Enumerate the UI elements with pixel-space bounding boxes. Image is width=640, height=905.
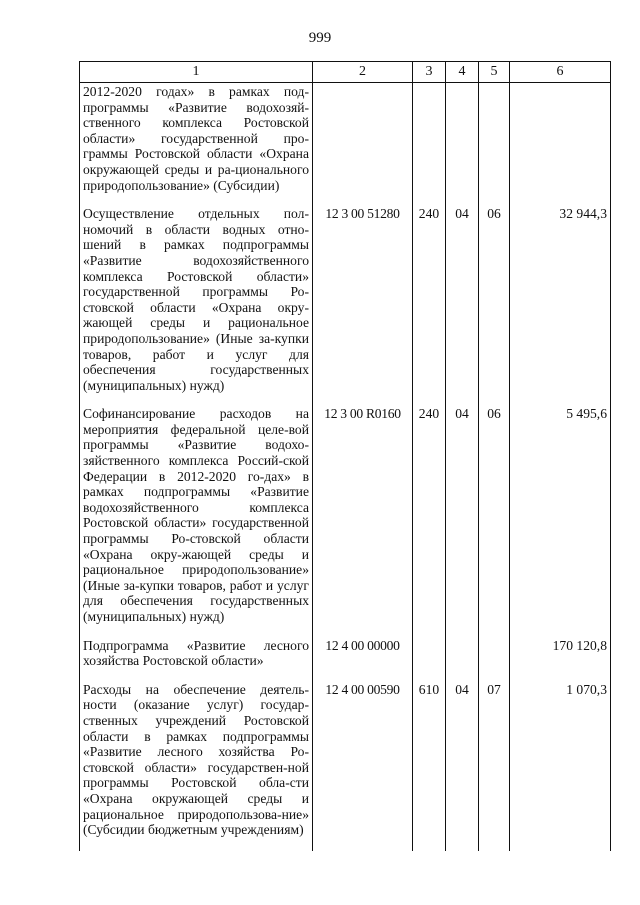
row-description: Расходы на обеспечение деятель-ности (оказание услуг) государ-ственных учреждений Ростовской области в рамках подпрограммы «Развитие лесного хозяйства Ро-стовской области» государствен-ной программы Ростовской обла-сти «Охрана окружающей среды и рациональное природопользова-ние» (Субсидии бюджетным учреждениям) [80, 682, 313, 851]
row-code: 12 4 00 00000 [313, 638, 413, 682]
table-row [80, 406, 611, 637]
row-subsection: 06 [479, 406, 510, 637]
row-amount: 32 944,3 [510, 206, 611, 406]
row-description: Софинансирование расходов на мероприятия федеральной целе-вой программы «Развитие водохо-зяйственного комплекса Россий-ской Федерации в 2012-2020 го-дах» в рамках подпрограммы «Развитие водохозяйственного комплекса Ростовской области» государственной программы Ро-стовской области «Охрана окру-жающей среды и рациональное природопользование» (Иные за-купки товаров, работ и услуг для обеспечения государственных (муниципальных) нужд) [80, 406, 313, 637]
column-header: 6 [510, 62, 611, 83]
row-section [446, 638, 479, 682]
table-header-row [80, 62, 611, 83]
row-amount: 170 120,8 [510, 638, 611, 682]
row-type-code [413, 83, 446, 207]
row-amount: 5 495,6 [510, 406, 611, 637]
column-header: 2 [313, 62, 413, 83]
table-row [80, 83, 611, 207]
row-subsection: 06 [479, 206, 510, 406]
row-code [313, 83, 413, 207]
row-code: 12 3 00 51280 [313, 206, 413, 406]
row-section [446, 83, 479, 207]
row-subsection [479, 638, 510, 682]
table-row [80, 638, 611, 682]
row-description: Осуществление отдельных пол-номочий в области водных отно-шений в рамках подпрограммы «Развитие водохозяйственного комплекса Ростовской области» государственной программы Ро-стовской области «Охрана окру-жающей среды и рациональное природопользование» (Иные за-купки товаров, работ и услуг для обеспечения государственных (муниципальных) нужд) [80, 206, 313, 406]
row-type-code [413, 638, 446, 682]
row-section: 04 [446, 206, 479, 406]
table-row [80, 682, 611, 851]
row-type-code: 240 [413, 206, 446, 406]
column-header: 1 [80, 62, 313, 83]
row-amount [510, 83, 611, 207]
row-code: 12 3 00 R0160 [313, 406, 413, 637]
column-header: 4 [446, 62, 479, 83]
budget-table [79, 61, 611, 851]
row-description: 2012-2020 годах» в рамках под-программы «Развитие водохозяй-ственного комплекса Ростовской области» государственной про-граммы Ростовской области «Охрана окружающей среды и ра-ционального природопользование» (Субсидии) [80, 83, 313, 207]
row-section: 04 [446, 406, 479, 637]
row-section: 04 [446, 682, 479, 851]
row-type-code: 240 [413, 406, 446, 637]
row-description: Подпрограмма «Развитие лесного хозяйства Ростовской области» [80, 638, 313, 682]
row-amount: 1 070,3 [510, 682, 611, 851]
column-header: 5 [479, 62, 510, 83]
table-row [80, 206, 611, 406]
row-subsection [479, 83, 510, 207]
page-number: 999 [308, 30, 332, 46]
row-type-code: 610 [413, 682, 446, 851]
row-code: 12 4 00 00590 [313, 682, 413, 851]
row-subsection: 07 [479, 682, 510, 851]
column-header: 3 [413, 62, 446, 83]
